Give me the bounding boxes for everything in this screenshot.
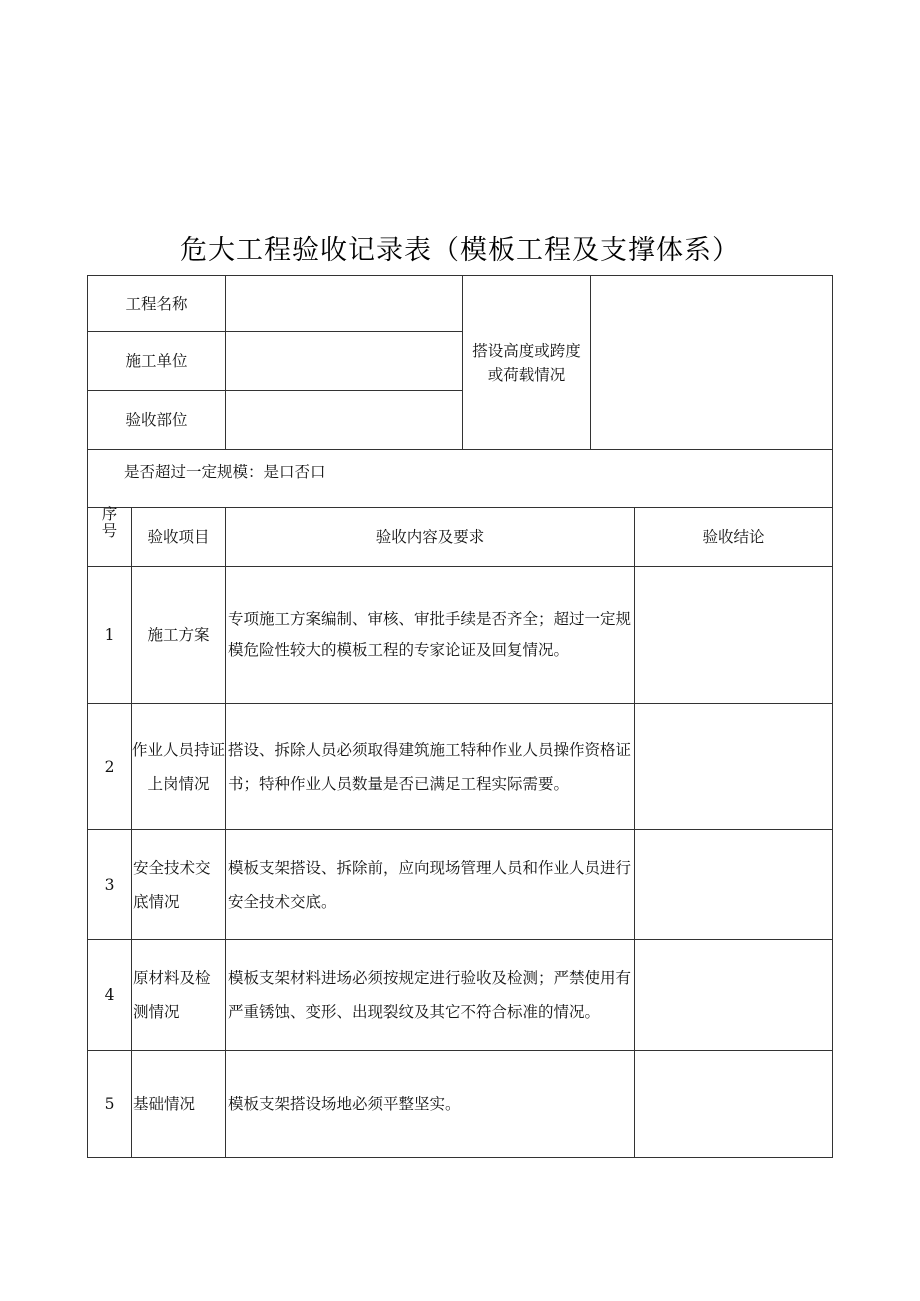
row-3-conclusion[interactable] [635,830,832,939]
row-1-seq: 1 [104,626,115,644]
acceptance-part-label-text: 验收部位 [125,411,188,429]
column-header-content: 验收内容及要求 [375,528,485,546]
acceptance-part-field[interactable] [226,391,462,449]
row-4-seq: 4 [104,986,115,1004]
contractor-field[interactable] [226,332,462,390]
height-span-field[interactable] [591,276,832,449]
project-name-field[interactable] [226,276,462,331]
column-header-seq [88,505,131,540]
acceptance-part-label [88,391,225,449]
height-span-label-line2: 或荷载情况 [487,365,566,384]
row-2-seq: 2 [104,757,115,776]
row-3-seq: 3 [104,875,115,894]
row-1-item: 施工方案 [147,626,210,644]
row-1-conclusion[interactable] [635,567,832,703]
table-border-right [832,275,833,1158]
row-4-item: 原材料及检测情况 [133,969,211,1021]
row-3-content: 模板支架搭设、拆除前，应向现场管理人员和作业人员进行安全技术交底。 [228,858,632,911]
row-2-item: 作业人员持证上岗情况 [132,740,226,793]
row-5-item: 基础情况 [133,1095,196,1113]
row-2-content: 搭设、拆除人员必须取得建筑施工特种作业人员操作资格证书；特种作业人员数量是否已满足工程实际需要。 [228,740,632,793]
row-3-item: 安全技术交底情况 [133,858,211,911]
row-5-content: 模板支架搭设场地必须平整坚实。 [228,1094,461,1113]
row-5-seq: 5 [104,1095,115,1113]
row-4-conclusion[interactable] [635,940,832,1050]
row-5-conclusion[interactable] [635,1051,832,1157]
table-border-bottom [87,1157,833,1158]
column-header-item: 验收项目 [147,528,210,546]
column-header-seq-line1: 序 [101,505,118,523]
scale-question: 是否超过一定规模：是口否口 [124,462,326,481]
page-title: 危大工程验收记录表（模板工程及支撑体系） [180,235,740,266]
project-name-label: 工程名称 [125,294,188,313]
row-2-conclusion[interactable] [635,704,832,829]
column-header-conclusion: 验收结论 [702,528,765,546]
row-4-content: 模板支架材料进场必须按规定进行验收及检测；严禁使用有严重锈蚀、变形、出现裂纹及其它不符合标准的情况。 [228,969,632,1021]
contractor-label: 施工单位 [125,352,188,370]
row-1-content: 专项施工方案编制、审核、审批手续是否齐全；超过一定规模危险性较大的模板工程的专家论证及回复情况。 [228,610,632,659]
height-span-label-line1: 搭设高度或跨度 [472,341,581,360]
height-span-label [463,276,590,449]
column-header-seq-line2: 号 [101,522,118,540]
